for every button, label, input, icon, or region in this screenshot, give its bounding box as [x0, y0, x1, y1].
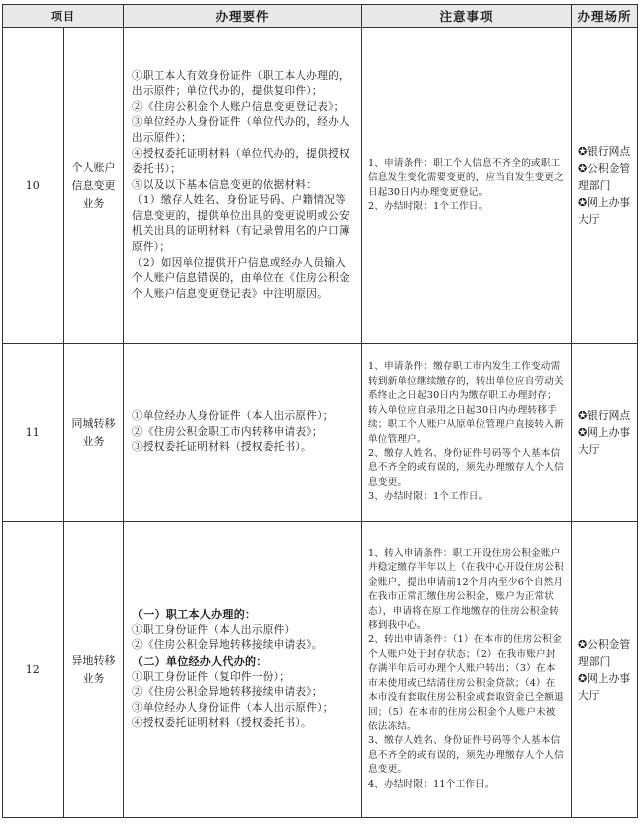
material-line: ④授权委托证明材料（单位代办的，提供授权委托书）；	[132, 147, 350, 176]
material-line: ①单位经办人身份证件（本人出示原件）；	[132, 410, 334, 423]
material-line: ①职工身份证件（复印件一份）；	[132, 670, 291, 683]
row-notes	[362, 28, 572, 344]
header-row	[3, 5, 638, 28]
header-materials: 办理要件	[124, 5, 362, 28]
note-line: 1、申请条件：职工个人信息不齐全的或职工信息发生变化需要变更的，应当自发生变更之日起30日内办理变更登记。	[368, 157, 564, 198]
row-item-name: 同城转移业务	[63, 344, 124, 522]
row-locations	[572, 344, 638, 522]
material-line: （1）缴存人姓名、身份证号码、户籍情况等信息变更的，提供单位出具的变更说明或公安机关出具的证明材料（有记录曾用名的户口簿原件）；	[132, 194, 350, 254]
row-item-name: 个人账户信息变更业务	[63, 28, 124, 344]
material-group-title: （一）职工本人办理的：	[132, 608, 257, 622]
location-item: ✪网上办事大厅	[578, 671, 631, 702]
header-item: 项目	[3, 5, 124, 28]
row-locations	[572, 522, 638, 818]
material-line: ①职工本人有效身份证件（职工本人办理的，出示原件；单位代办的，提供复印件）；	[132, 69, 350, 98]
row-locations	[572, 28, 638, 344]
row-materials	[124, 344, 362, 522]
material-line: ③单位经办人身份证件（单位代办的，经办人出示原件）；	[132, 116, 350, 144]
material-line: ⑤以及以下基本信息变更的依据材料：	[132, 178, 318, 191]
material-line: ③授权委托证明材料（授权委托书）。	[132, 441, 312, 454]
table-row	[3, 344, 638, 522]
table-row	[3, 28, 638, 344]
row-item-name: 异地转移业务	[63, 522, 124, 818]
note-line: 2、转出申请条件：（1）在本市的住房公积金个人账户处于封存状态；（2）在我市账户封存满半年后可办理个人账户转出；（3）在本市未使用或已结清住房公积金贷款；（4）在本市没有套取住房公积金或套取资金已全额退回；（5）在本市的住房公积金个人账户未被依法冻结。	[368, 634, 564, 732]
note-line: 2、缴存人姓名、身份证件号码等个人基本信息不齐全的或有误的，须先办理缴存人个人信息变更。	[368, 447, 564, 488]
header-notes: 注意事项	[362, 5, 572, 28]
row-number: 12	[3, 522, 64, 818]
location-item: ✪银行网点	[578, 409, 631, 422]
note-line: 2、办结时限：1个工作日。	[368, 200, 489, 212]
row-materials	[124, 522, 362, 818]
row-number: 11	[3, 344, 64, 522]
row-notes	[362, 522, 572, 818]
row-materials	[124, 28, 362, 344]
material-line: ②《住房公积金个人账户信息变更登记表》；	[132, 100, 345, 113]
note-line: 1、申请条件：缴存职工市内发生工作变动需转到新单位继续缴存的，转出单位应自劳动关系终止之日起30日内为缴存职工办理封存；转入单位应自录用之日起30日内办理转移手续；职工个人账户从原单位管理户直接转入新单位管理户。	[368, 361, 564, 445]
material-line: ①职工身份证件（本人出示原件）	[132, 623, 296, 636]
material-line: （2）如因单位提供开户信息或经办人员输入个人账户信息错误的，由单位在《住房公积金个人账户信息变更登记表》中注明原因。	[132, 256, 350, 300]
header-location: 办理场所	[572, 5, 638, 28]
location-item: ✪公积金管理部门	[578, 637, 631, 668]
row-notes	[362, 344, 572, 522]
material-line: ④授权委托证明材料（授权委托书）。	[132, 717, 312, 730]
service-table	[2, 4, 638, 818]
location-item: ✪网上办事大厅	[578, 196, 631, 226]
note-line: 1、转入申请条件：职工开设住房公积金账户并稳定缴存半年以上（在我中心开设住房公积金账户，提出申请前12个月内至少6个自然月在我市正常汇缴住房公积金，账户为正常状态），申请将在原工作地缴存的住房公积金转移到我中心。	[368, 548, 564, 632]
location-item: ✪网上办事大厅	[578, 426, 631, 456]
table-row	[3, 522, 638, 818]
material-line: ②《住房公积金职工市内转移申请表》；	[132, 425, 323, 438]
row-number: 10	[3, 28, 64, 344]
material-line: ③单位经办人身份证件（本人出示原件）；	[132, 701, 334, 714]
note-line: 3、办结时限：1个工作日。	[368, 491, 489, 503]
material-line: ②《住房公积金异地转移接续申请表》。	[132, 639, 323, 652]
location-item: ✪银行网点	[578, 145, 631, 158]
note-line: 3、缴存人姓名、身份证件号码等个人基本信息不齐全的或有误的，须先办理缴存人个人信息变更。	[368, 735, 564, 776]
material-group-title: （二）单位经办人代办的：	[132, 654, 268, 668]
note-line: 4、办结时限：11个工作日。	[368, 778, 495, 790]
location-item: ✪公积金管理部门	[578, 162, 631, 192]
material-line: ②《住房公积金异地转移接续申请表》；	[132, 686, 323, 699]
